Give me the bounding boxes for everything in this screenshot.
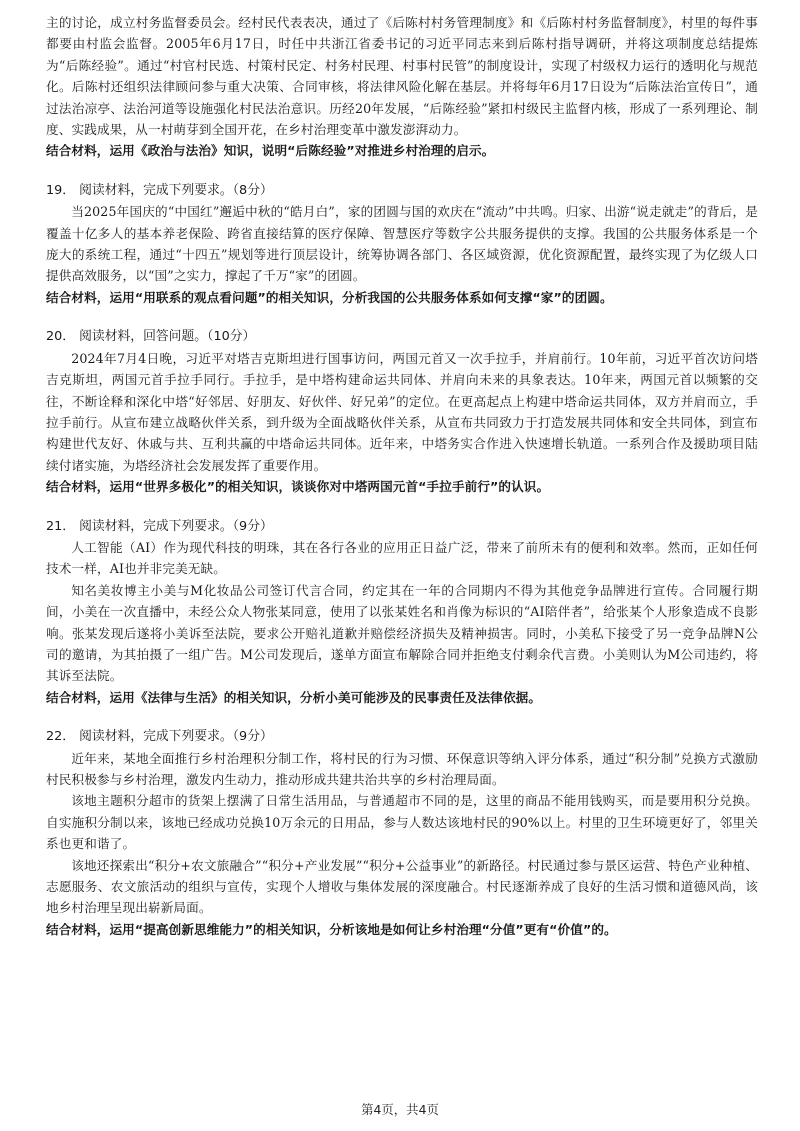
question-instruction: 阅读材料，回答问题。（10分） [79, 329, 256, 345]
material-paragraph: 主的讨论，成立村务监督委员会。经村民代表表决，通过了《后陈村村务管理制度》和《后陈村村务监督制度》，村里的每件事都要由村监会监督。2005年6月17日，时任中共浙江省委书记的习近平同志来到后陈村指导调研，并将这项制度总结提炼为“后陈经验”。通过“村官村民选、村策村民定、村务村民理、村事村民管”的制度设计，实现了村级权力运行的透明化与规范化。后陈村还组织法律顾问参与重大决策、合同审核，将法律风险化解在基层。并将每年6月17日设为“后陈法治宣传日”，通过法治凉亭、法治河道等设施强化村民法治意识。历经20年发展，“后陈经验”紧扣村级民主监督内核，形成了一系列理论、制度、实践成果，从一村萌芽到全国开花，在乡村治理变革中激发澎湃动力。 [46, 15, 758, 138]
material-paragraph: 近年来，某地全面推行乡村治理积分制工作，将村民的行为习惯、环保意识等纳入评分体系，通过“积分制”兑换方式激励村民积极参与乡村治理，激发内生动力，推动形成共建共治共享的乡村治理局面。 [46, 750, 758, 787]
question-heading [46, 726, 758, 747]
spacer [46, 308, 758, 326]
question-number: 20． [46, 329, 76, 345]
material-paragraph: 该地主题积分超市的货架上摆满了日常生活用品，与普通超市不同的是，这里的商品不能用钱购买，而是要用积分兑换。自实施积分制以来，该地已经成功兑换10万余元的日用品，参与人数达该地村民的90%以上。村里的卫生环境更好了，邻里关系也更和谐了。 [46, 793, 758, 852]
material-paragraph: 2024年7月4日晚，习近平对塔吉克斯坦进行国事访问，两国元首又一次手拉手，并肩前行。10年前，习近平首次访问塔吉克斯坦，两国元首手拉手同行。手拉手，是中塔构建命运共同体、并肩向未来的具象表达。10年来，两国元首以频繁的交往，不断诠释和深化中塔“好邻居、好朋友、好伙伴、好兄弟”的定位。在更高起点上构建中塔命运共同体，双方并肩而立，手拉手前行。从宣布建立战略伙伴关系，到升级为全面战略伙伴关系，从宣布共同致力于打造发展共同体和安全共同体，到宣布构建世代友好、休戚与共、互利共赢的中塔命运共同体。近年来，中塔务实合作进入快速增长轨道。一系列合作及援助项目陆续付诸实施，为塔经济社会发展发挥了重要作用。 [46, 350, 758, 473]
question-instruction: 阅读材料，完成下列要求。（9分） [79, 729, 273, 745]
question-19 [46, 180, 758, 308]
question-requirement: 结合材料，运用“用联系的观点看问题”的相关知识，分析我国的公共服务体系如何支撑“家”的团圆。 [46, 289, 613, 305]
question-instruction: 阅读材料，完成下列要求。（9分） [79, 518, 273, 534]
question-number: 19． [46, 182, 76, 198]
question-21 [46, 516, 758, 709]
spacer [46, 162, 758, 180]
question-number: 22． [46, 729, 76, 745]
material-paragraph: 当2025年国庆的“中国红”邂逅中秋的“皓月白”，家的团圆与国的欢庆在“流动”中共鸣。归家、出游“说走就走”的背后，是覆盖十亿多人的基本养老保险、跨省直接结算的医疗保障、智慧医疗等数字公共服务提供的支撑。我国的公共服务体系是一个庞大的系统工程，通过“十四五”规划等进行顶层设计，统筹协调各部门、各区域资源，优化资源配置，最终实现了为亿级人口提供高效服务，以“国”之实力，撑起了千万“家”的团圆。 [46, 204, 758, 284]
question-requirement: 结合材料，运用《政治与法治》知识，说明“后陈经验”对推进乡村治理的启示。 [46, 143, 495, 159]
question-requirement: 结合材料，运用“世界多极化”的相关知识，谈谈你对中塔两国元首“手拉手前行”的认识。 [46, 479, 550, 495]
material-paragraph: 知名美妆博主小美与M化妆品公司签订代言合同，约定其在一年的合同期内不得为其他竞争品牌进行宣传。合同履行期间，小美在一次直播中，未经公众人物张某同意，使用了以张某姓名和肖像为标识的“AI陪伴者”，给张某个人形象造成不良影响。张某发现后遂将小美诉至法院，要求公开赔礼道歉并赔偿经济损失及精神损害。同时，小美私下接受了另一竞争品牌N公司的邀请，为其拍摄了一组广告。M公司发现后，遂单方面宣布解除合同并拒绝支付剩余代言费。小美则认为M公司违约，将其诉至法院。 [46, 582, 758, 684]
question-requirement: 结合材料，运用《法律与生活》的相关知识，分析小美可能涉及的民事责任及法律依据。 [46, 689, 542, 705]
question-20 [46, 326, 758, 497]
question-heading [46, 326, 758, 347]
question-heading [46, 180, 758, 201]
question-heading [46, 516, 758, 537]
spacer [46, 708, 758, 726]
question-instruction: 阅读材料，完成下列要求。（8分） [79, 182, 273, 198]
question-18-continuation [46, 12, 758, 162]
question-requirement: 结合材料，运用“提高创新思维能力”的相关知识，分析该地是如何让乡村治理“分值”更有“价值”的。 [46, 921, 617, 937]
spacer [46, 498, 758, 516]
question-number: 21． [46, 518, 76, 534]
page-footer: 第4页，共4页 [361, 1102, 439, 1117]
question-22 [46, 726, 758, 940]
material-paragraph: 该地还探索出“积分+农文旅融合”“积分+产业发展”“积分+公益事业”的新路径。村民通过参与景区运营、特色产业种植、志愿服务、农文旅活动的组织与宣传，实现个人增收与集体发展的深度融合。村民逐渐养成了良好的生活习惯和道德风尚，该地乡村治理呈现出崭新局面。 [46, 857, 758, 916]
material-paragraph: 人工智能（AI）作为现代科技的明珠，其在各行各业的应用正日益广泛，带来了前所未有的便利和效率。然而，正如任何技术一样，AI也并非完美无缺。 [46, 539, 758, 577]
